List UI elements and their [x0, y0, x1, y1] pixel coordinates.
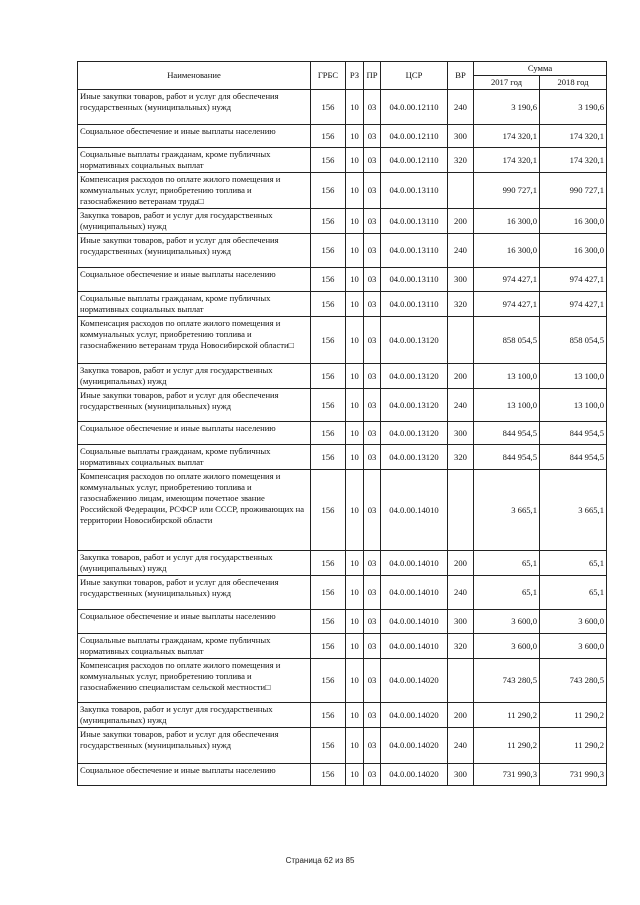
cell-grbs: 156	[311, 389, 346, 422]
table-row	[78, 209, 607, 234]
table-row	[78, 125, 607, 148]
cell-csr: 04.0.00.14020	[381, 703, 448, 728]
cell-sum-2018: 174 320,1	[540, 125, 607, 148]
cell-rz: 10	[346, 389, 364, 422]
cell-sum-2017: 174 320,1	[474, 148, 540, 173]
cell-grbs: 156	[311, 125, 346, 148]
cell-grbs: 156	[311, 445, 346, 470]
cell-pr: 03	[364, 470, 381, 551]
cell-vr: 200	[448, 703, 474, 728]
cell-sum-2017: 13 100,0	[474, 389, 540, 422]
cell-grbs: 156	[311, 728, 346, 764]
cell-sum-2018: 974 427,1	[540, 268, 607, 292]
cell-sum-2018: 16 300,0	[540, 234, 607, 268]
cell-rz: 10	[346, 292, 364, 317]
cell-sum-2017: 974 427,1	[474, 268, 540, 292]
cell-grbs: 156	[311, 292, 346, 317]
cell-sum-2017: 731 990,3	[474, 764, 540, 786]
cell-pr: 03	[364, 125, 381, 148]
header-name: Наименование	[78, 62, 311, 90]
cell-vr: 240	[448, 389, 474, 422]
cell-vr	[448, 173, 474, 209]
cell-pr: 03	[364, 634, 381, 659]
table-row	[78, 292, 607, 317]
cell-name: Иные закупки товаров, работ и услуг для обеспечения государственных (муниципальных) нужд	[78, 234, 311, 268]
cell-pr: 03	[364, 234, 381, 268]
cell-grbs: 156	[311, 209, 346, 234]
cell-rz: 10	[346, 209, 364, 234]
cell-pr: 03	[364, 148, 381, 173]
table-row	[78, 610, 607, 634]
cell-name: Закупка товаров, работ и услуг для государственных (муниципальных) нужд	[78, 703, 311, 728]
cell-rz: 10	[346, 422, 364, 445]
cell-rz: 10	[346, 764, 364, 786]
cell-name: Социальные выплаты гражданам, кроме публичных нормативных социальных выплат	[78, 148, 311, 173]
cell-sum-2018: 3 600,0	[540, 610, 607, 634]
cell-csr: 04.0.00.13120	[381, 445, 448, 470]
cell-sum-2017: 3 600,0	[474, 610, 540, 634]
cell-vr: 300	[448, 610, 474, 634]
cell-grbs: 156	[311, 703, 346, 728]
cell-pr: 03	[364, 317, 381, 364]
cell-sum-2017: 13 100,0	[474, 364, 540, 389]
cell-vr: 300	[448, 125, 474, 148]
cell-name: Закупка товаров, работ и услуг для государственных (муниципальных) нужд	[78, 364, 311, 389]
cell-csr: 04.0.00.14010	[381, 634, 448, 659]
cell-rz: 10	[346, 703, 364, 728]
cell-sum-2018: 731 990,3	[540, 764, 607, 786]
budget-table	[77, 61, 607, 786]
cell-sum-2018: 11 290,2	[540, 703, 607, 728]
cell-sum-2018: 3 600,0	[540, 634, 607, 659]
cell-grbs: 156	[311, 659, 346, 703]
cell-sum-2018: 3 190,6	[540, 90, 607, 125]
cell-name: Социальное обеспечение и иные выплаты населению	[78, 764, 311, 786]
cell-pr: 03	[364, 292, 381, 317]
cell-pr: 03	[364, 551, 381, 576]
cell-pr: 03	[364, 659, 381, 703]
cell-rz: 10	[346, 364, 364, 389]
header-grbs: ГРБС	[311, 62, 346, 90]
cell-name: Иные закупки товаров, работ и услуг для обеспечения государственных (муниципальных) нужд	[78, 389, 311, 422]
cell-rz: 10	[346, 317, 364, 364]
header-year-2017: 2017 год	[474, 76, 540, 90]
cell-sum-2017: 3 665,1	[474, 470, 540, 551]
cell-pr: 03	[364, 728, 381, 764]
cell-csr: 04.0.00.13120	[381, 389, 448, 422]
cell-csr: 04.0.00.12110	[381, 125, 448, 148]
cell-sum-2017: 11 290,2	[474, 728, 540, 764]
cell-grbs: 156	[311, 610, 346, 634]
header-rz: РЗ	[346, 62, 364, 90]
cell-grbs: 156	[311, 317, 346, 364]
cell-sum-2018: 844 954,5	[540, 445, 607, 470]
table-row	[78, 389, 607, 422]
cell-sum-2018: 974 427,1	[540, 292, 607, 317]
cell-grbs: 156	[311, 576, 346, 610]
cell-csr: 04.0.00.14010	[381, 576, 448, 610]
cell-rz: 10	[346, 659, 364, 703]
cell-csr: 04.0.00.14020	[381, 728, 448, 764]
cell-name: Иные закупки товаров, работ и услуг для обеспечения государственных (муниципальных) нужд	[78, 576, 311, 610]
cell-vr	[448, 659, 474, 703]
cell-sum-2017: 3 600,0	[474, 634, 540, 659]
cell-sum-2017: 16 300,0	[474, 234, 540, 268]
table-row	[78, 764, 607, 786]
cell-vr: 240	[448, 90, 474, 125]
cell-csr: 04.0.00.14020	[381, 659, 448, 703]
cell-vr: 320	[448, 292, 474, 317]
cell-rz: 10	[346, 634, 364, 659]
cell-name: Социальное обеспечение и иные выплаты населению	[78, 422, 311, 445]
table-row	[78, 703, 607, 728]
cell-grbs: 156	[311, 422, 346, 445]
cell-rz: 10	[346, 728, 364, 764]
cell-csr: 04.0.00.13110	[381, 173, 448, 209]
cell-name: Компенсация расходов по оплате жилого помещения и коммунальных услуг, приобретению топлива и газоснабжению ветеранам труда Новосибирской области□	[78, 317, 311, 364]
cell-name: Иные закупки товаров, работ и услуг для обеспечения государственных (муниципальных) нужд	[78, 90, 311, 125]
table-row	[78, 90, 607, 125]
cell-name: Социальное обеспечение и иные выплаты населению	[78, 268, 311, 292]
table-row	[78, 728, 607, 764]
page-number: Страница 62 из 85	[285, 856, 355, 865]
cell-grbs: 156	[311, 148, 346, 173]
cell-grbs: 156	[311, 470, 346, 551]
cell-rz: 10	[346, 610, 364, 634]
table-row	[78, 576, 607, 610]
cell-sum-2017: 3 190,6	[474, 90, 540, 125]
cell-pr: 03	[364, 610, 381, 634]
cell-vr: 240	[448, 728, 474, 764]
cell-vr: 300	[448, 764, 474, 786]
cell-name: Закупка товаров, работ и услуг для государственных (муниципальных) нужд	[78, 551, 311, 576]
cell-name: Компенсация расходов по оплате жилого помещения и коммунальных услуг, приобретению топлива и газоснабжению лицам, имеющим почетное звание Российской Федерации, РСФСР или СССР, проживающих на территории Новосибирской области	[78, 470, 311, 551]
cell-vr	[448, 317, 474, 364]
cell-rz: 10	[346, 445, 364, 470]
cell-vr: 300	[448, 268, 474, 292]
cell-pr: 03	[364, 173, 381, 209]
cell-sum-2018: 65,1	[540, 576, 607, 610]
cell-sum-2017: 844 954,5	[474, 422, 540, 445]
cell-csr: 04.0.00.13110	[381, 209, 448, 234]
header-sum: Сумма	[474, 62, 607, 76]
table-row	[78, 422, 607, 445]
cell-name: Иные закупки товаров, работ и услуг для обеспечения государственных (муниципальных) нужд	[78, 728, 311, 764]
table-row	[78, 234, 607, 268]
cell-vr: 200	[448, 364, 474, 389]
table-row	[78, 317, 607, 364]
cell-vr: 200	[448, 209, 474, 234]
cell-pr: 03	[364, 445, 381, 470]
cell-csr: 04.0.00.13120	[381, 317, 448, 364]
cell-sum-2018: 13 100,0	[540, 364, 607, 389]
cell-csr: 04.0.00.13120	[381, 364, 448, 389]
cell-csr: 04.0.00.14010	[381, 610, 448, 634]
cell-name: Социальные выплаты гражданам, кроме публичных нормативных социальных выплат	[78, 634, 311, 659]
cell-grbs: 156	[311, 173, 346, 209]
cell-sum-2017: 974 427,1	[474, 292, 540, 317]
table-header	[78, 62, 607, 90]
cell-rz: 10	[346, 234, 364, 268]
cell-sum-2017: 990 727,1	[474, 173, 540, 209]
cell-vr: 240	[448, 576, 474, 610]
cell-grbs: 156	[311, 90, 346, 125]
cell-name: Социальные выплаты гражданам, кроме публичных нормативных социальных выплат	[78, 292, 311, 317]
cell-rz: 10	[346, 90, 364, 125]
cell-vr: 300	[448, 422, 474, 445]
cell-sum-2017: 858 054,5	[474, 317, 540, 364]
cell-sum-2017: 11 290,2	[474, 703, 540, 728]
cell-csr: 04.0.00.13110	[381, 268, 448, 292]
table-row	[78, 173, 607, 209]
cell-csr: 04.0.00.14010	[381, 551, 448, 576]
cell-name: Компенсация расходов по оплате жилого помещения и коммунальных услуг, приобретению топлива и газоснабжению специалистам сельской местности□	[78, 659, 311, 703]
cell-csr: 04.0.00.14010	[381, 470, 448, 551]
cell-grbs: 156	[311, 551, 346, 576]
cell-pr: 03	[364, 422, 381, 445]
cell-pr: 03	[364, 268, 381, 292]
cell-sum-2017: 743 280,5	[474, 659, 540, 703]
cell-name: Социальные выплаты гражданам, кроме публичных нормативных социальных выплат	[78, 445, 311, 470]
cell-csr: 04.0.00.13120	[381, 422, 448, 445]
cell-vr: 320	[448, 445, 474, 470]
cell-vr	[448, 470, 474, 551]
cell-grbs: 156	[311, 634, 346, 659]
table-row	[78, 268, 607, 292]
cell-grbs: 156	[311, 764, 346, 786]
cell-sum-2018: 858 054,5	[540, 317, 607, 364]
header-vr: ВР	[448, 62, 474, 90]
cell-sum-2018: 11 290,2	[540, 728, 607, 764]
cell-sum-2017: 174 320,1	[474, 125, 540, 148]
cell-sum-2018: 990 727,1	[540, 173, 607, 209]
header-csr: ЦСР	[381, 62, 448, 90]
cell-csr: 04.0.00.12110	[381, 90, 448, 125]
cell-sum-2018: 13 100,0	[540, 389, 607, 422]
cell-sum-2017: 65,1	[474, 576, 540, 610]
cell-sum-2018: 3 665,1	[540, 470, 607, 551]
cell-rz: 10	[346, 268, 364, 292]
cell-pr: 03	[364, 364, 381, 389]
cell-pr: 03	[364, 389, 381, 422]
table-body	[78, 90, 607, 786]
cell-rz: 10	[346, 125, 364, 148]
table-row	[78, 634, 607, 659]
cell-rz: 10	[346, 470, 364, 551]
cell-pr: 03	[364, 764, 381, 786]
cell-vr: 320	[448, 148, 474, 173]
cell-sum-2018: 743 280,5	[540, 659, 607, 703]
cell-csr: 04.0.00.14020	[381, 764, 448, 786]
cell-csr: 04.0.00.13110	[381, 234, 448, 268]
cell-pr: 03	[364, 576, 381, 610]
cell-vr: 200	[448, 551, 474, 576]
cell-rz: 10	[346, 576, 364, 610]
cell-vr: 320	[448, 634, 474, 659]
cell-rz: 10	[346, 551, 364, 576]
table-row	[78, 470, 607, 551]
table-row	[78, 364, 607, 389]
cell-vr: 240	[448, 234, 474, 268]
table-row	[78, 445, 607, 470]
cell-name: Компенсация расходов по оплате жилого помещения и коммунальных услуг, приобретению топлива и газоснабжению ветеранам труда□	[78, 173, 311, 209]
cell-grbs: 156	[311, 234, 346, 268]
cell-grbs: 156	[311, 268, 346, 292]
table-row	[78, 659, 607, 703]
cell-sum-2018: 65,1	[540, 551, 607, 576]
cell-pr: 03	[364, 90, 381, 125]
cell-rz: 10	[346, 173, 364, 209]
cell-sum-2018: 844 954,5	[540, 422, 607, 445]
cell-name: Закупка товаров, работ и услуг для государственных (муниципальных) нужд	[78, 209, 311, 234]
cell-pr: 03	[364, 703, 381, 728]
table-row	[78, 551, 607, 576]
cell-name: Социальное обеспечение и иные выплаты населению	[78, 125, 311, 148]
cell-sum-2017: 16 300,0	[474, 209, 540, 234]
cell-sum-2017: 65,1	[474, 551, 540, 576]
cell-sum-2018: 174 320,1	[540, 148, 607, 173]
table-row	[78, 148, 607, 173]
cell-name: Социальное обеспечение и иные выплаты населению	[78, 610, 311, 634]
cell-rz: 10	[346, 148, 364, 173]
cell-sum-2018: 16 300,0	[540, 209, 607, 234]
cell-csr: 04.0.00.12110	[381, 148, 448, 173]
cell-grbs: 156	[311, 364, 346, 389]
cell-sum-2017: 844 954,5	[474, 445, 540, 470]
cell-csr: 04.0.00.13110	[381, 292, 448, 317]
header-year-2018: 2018 год	[540, 76, 607, 90]
cell-pr: 03	[364, 209, 381, 234]
header-pr: ПР	[364, 62, 381, 90]
